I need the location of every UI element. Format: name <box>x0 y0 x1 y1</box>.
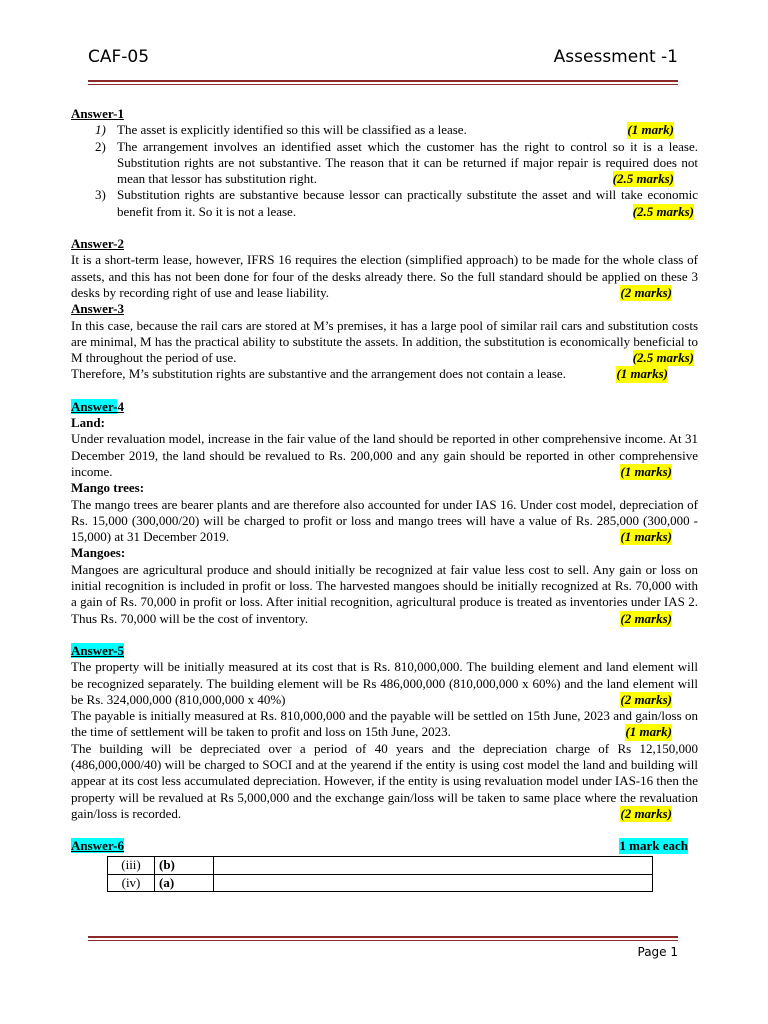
answer-2-heading: Answer-2 <box>71 236 124 252</box>
land-text <box>71 431 698 480</box>
land-heading: Land: <box>71 415 105 431</box>
paragraph: The property will be initially measured at its cost that is Rs. 810,000,000. The building element and land element will be recognized separately. The building element will be Rs 486,000,000 (810,000,000 x 60%) and the land element will be Rs. 324,000,000 (810,000,000 x 40%) <box>71 659 698 707</box>
answer-choice: (a) <box>155 874 214 891</box>
paragraph: It is a short-term lease, however, IFRS 16 requires the election (simplified approach) to be made for the whole class of assets, and this has not been done for four of the desks already there. So the full standard should be applied on these 3 desks by recording right of use and lease liability. <box>71 252 698 300</box>
paragraph: Therefore, M’s substitution rights are substantive and the arrangement does not contain a lease. <box>71 366 566 382</box>
answer-2 <box>71 236 698 301</box>
table-row <box>108 857 653 874</box>
answer-1 <box>71 106 698 220</box>
item-number: 1) <box>95 122 106 138</box>
assessment-title: Assessment -1 <box>553 47 678 67</box>
answer-6-table <box>107 856 653 892</box>
marks-badge: (2.5 marks) <box>632 203 694 219</box>
answer-2-text <box>71 252 698 301</box>
answer-4 <box>71 399 698 627</box>
paragraph: In this case, because the rail cars are stored at M’s premises, it has a large pool of similar rail cars and substitution costs are minimal, M has the practical ability to substitute the assets. In addition, the substitution is economically beneficial to M throughout the period of use. <box>71 317 698 366</box>
paragraph: Mangoes are agricultural produce and should initially be recognized at fair value less cost to sell. Any gain or loss on initial recognition is included in profit or loss. The harvested mangoes should be initially recognized at Rs. 70,000 with a gain of Rs. 70,000 in profit or loss. After initial recognition, agricultural produce is treated as inventories under IAS 2. Thus Rs. 70,000 will be the cost of inventory. <box>71 561 698 626</box>
paragraph: The payable is initially measured at Rs. 810,000,000 and the payable will be settled on 15th June, 2023 and gain/loss on the time of settlement will be taken to profit and loss on 15th June, 2023. <box>71 708 698 740</box>
answer-5-p2 <box>71 708 698 741</box>
table-row <box>108 874 653 891</box>
paragraph: Under revaluation model, increase in the fair value of the land should be reported in other comprehensive income. At 31 December 2019, the land should be revalued to Rs. 200,000 and any gain should be reported in other comprehensive income. <box>71 431 698 479</box>
question-number: (iii) <box>108 857 155 874</box>
marks-badge: (2 marks) <box>620 284 672 300</box>
item-text: Substitution rights are substantive because lessor can practically substitute the asset and will take economic benefit from it. So it is not a lease. <box>117 187 698 219</box>
item-number: 2) <box>95 138 106 154</box>
course-code: CAF-05 <box>88 47 150 67</box>
marks-each-badge: 1 mark each <box>619 838 688 854</box>
mangoes-heading: Mangoes: <box>71 545 126 561</box>
marks-badge: (2.5 marks) <box>612 171 674 187</box>
marks-badge: (1 marks) <box>620 463 672 479</box>
answer-5 <box>71 643 698 822</box>
answer-6-heading: Answer-6 <box>71 838 124 854</box>
answer-1-heading: Answer-1 <box>71 106 124 121</box>
list-item <box>95 122 698 138</box>
paragraph: The building will be depreciated over a period of 40 years and the depreciation charge of Rs 12,150,000 (486,000,000/40) will be charged to SOCI and at the yearend if the entity is using cost model the land and building will appear at its cost less accumulated depreciation. However, if the entity is using revaluation model under IAS-16 then the property will be revalued at Rs 5,000,000 and the exchange gain/loss will be taken to same place where the revaluation gain/loss is recorded. <box>71 740 698 821</box>
mangoes-text <box>71 562 698 627</box>
answer-3 <box>71 301 698 382</box>
marks-badge: (2 marks) <box>620 805 672 821</box>
heading-text: Answer-5 <box>71 642 124 658</box>
answer-5-p3 <box>71 741 698 822</box>
page-number: Page 1 <box>637 945 678 959</box>
mango-trees-heading: Mango trees: <box>71 480 145 496</box>
answer-3-text <box>71 318 698 367</box>
document-body <box>71 106 698 892</box>
answer-3-heading: Answer-3 <box>71 301 124 317</box>
item-text: The asset is explicitly identified so this will be classified as a lease. <box>117 122 467 138</box>
marks-badge: (1 mark) <box>627 122 674 138</box>
item-text: The arrangement involves an identified asset which the customer has the right to control so it is a lease. Substitution rights are not substantive. The reason that it can be returned if major repair is required does not mean that lessor has substitution right. <box>117 138 698 187</box>
empty-cell <box>214 874 653 891</box>
list-item <box>95 187 698 220</box>
marks-badge: (1 marks) <box>620 529 672 545</box>
answer-6 <box>71 838 698 892</box>
paragraph: The mango trees are bearer plants and are therefore also accounted for under IAS 16. Under cost model, depreciation of Rs. 15,000 (300,000/20) will be charged to profit or loss and mango trees will have a value of Rs. 285,000 (300,000 - 15,000) at 31 December 2019. <box>71 496 698 545</box>
item-number: 3) <box>95 187 106 203</box>
empty-cell <box>214 857 653 874</box>
question-number: (iv) <box>108 874 155 891</box>
marks-badge: (2 marks) <box>620 691 672 707</box>
answer-5-heading <box>71 643 698 659</box>
marks-badge: (1 marks) <box>616 366 668 382</box>
header-rule <box>88 80 678 85</box>
answer-3-conclusion <box>71 366 698 382</box>
list-item <box>95 139 698 188</box>
heading-number: 4 <box>117 398 124 414</box>
marks-badge: (2 marks) <box>620 610 672 626</box>
answer-5-p1 <box>71 659 698 708</box>
answer-4-heading <box>71 399 698 415</box>
mango-trees-text <box>71 497 698 546</box>
page-header <box>88 47 678 75</box>
marks-badge: (2.5 marks) <box>632 350 694 366</box>
footer-rule <box>88 936 678 941</box>
marks-badge: (1 mark) <box>625 724 672 740</box>
answer-1-list <box>71 122 698 220</box>
answer-choice: (b) <box>155 857 214 874</box>
heading-text: Answer- <box>71 398 118 414</box>
